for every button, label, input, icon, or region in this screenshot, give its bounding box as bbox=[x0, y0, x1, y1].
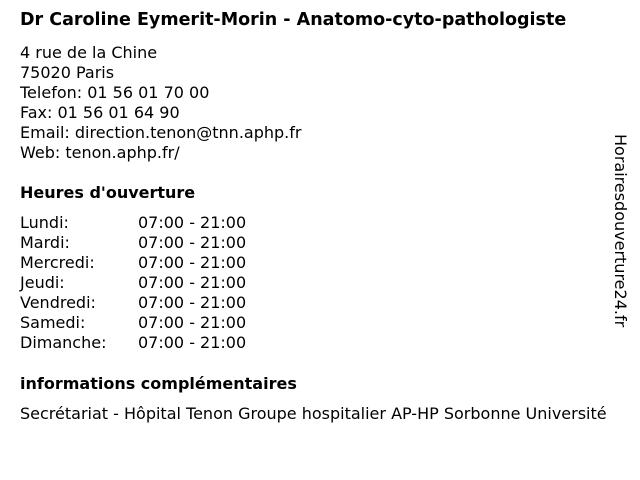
day-label: Jeudi: bbox=[20, 273, 65, 292]
website-link: Web: tenon.aphp.fr/ bbox=[20, 143, 180, 162]
time-range: 07:00 - 21:00 bbox=[138, 233, 247, 252]
day-label: Vendredi: bbox=[20, 293, 96, 312]
address-street: 4 rue de la Chine bbox=[20, 43, 158, 62]
hours-row-mardi bbox=[20, 233, 630, 253]
day-label: Mardi: bbox=[20, 233, 70, 252]
contact-block bbox=[20, 43, 630, 163]
time-range: 07:00 - 21:00 bbox=[138, 273, 247, 292]
hours-heading: Heures d'ouverture bbox=[20, 183, 196, 202]
fax-number: Fax: 01 56 01 64 90 bbox=[20, 103, 180, 122]
hours-row-lundi bbox=[20, 213, 630, 233]
time-range: 07:00 - 21:00 bbox=[138, 213, 247, 232]
page-title: Dr Caroline Eymerit-Morin - Anatomo-cyto-pathologiste bbox=[20, 10, 567, 30]
day-label: Samedi: bbox=[20, 313, 86, 332]
info-text: Secrétariat - Hôpital Tenon Groupe hospitalier AP-HP Sorbonne Université bbox=[20, 404, 607, 423]
address-city: 75020 Paris bbox=[20, 63, 115, 82]
phone-number: Telefon: 01 56 01 70 00 bbox=[20, 83, 210, 102]
hours-row-vendredi bbox=[20, 293, 630, 313]
day-label: Lundi: bbox=[20, 213, 69, 232]
email-address: Email: direction.tenon@tnn.aphp.fr bbox=[20, 123, 302, 142]
time-range: 07:00 - 21:00 bbox=[138, 253, 247, 272]
hours-row-jeudi bbox=[20, 273, 630, 293]
day-label: Dimanche: bbox=[20, 333, 107, 352]
hours-row-samedi bbox=[20, 313, 630, 333]
hours-row-dimanche bbox=[20, 333, 630, 353]
hours-row-mercredi bbox=[20, 253, 630, 273]
info-heading: informations complémentaires bbox=[20, 374, 297, 393]
time-range: 07:00 - 21:00 bbox=[138, 293, 247, 312]
listing-card bbox=[20, 10, 630, 424]
time-range: 07:00 - 21:00 bbox=[138, 313, 247, 332]
site-watermark: Horairesdouverture24.fr bbox=[611, 134, 630, 328]
hours-table bbox=[20, 213, 630, 353]
time-range: 07:00 - 21:00 bbox=[138, 333, 247, 352]
day-label: Mercredi: bbox=[20, 253, 95, 272]
